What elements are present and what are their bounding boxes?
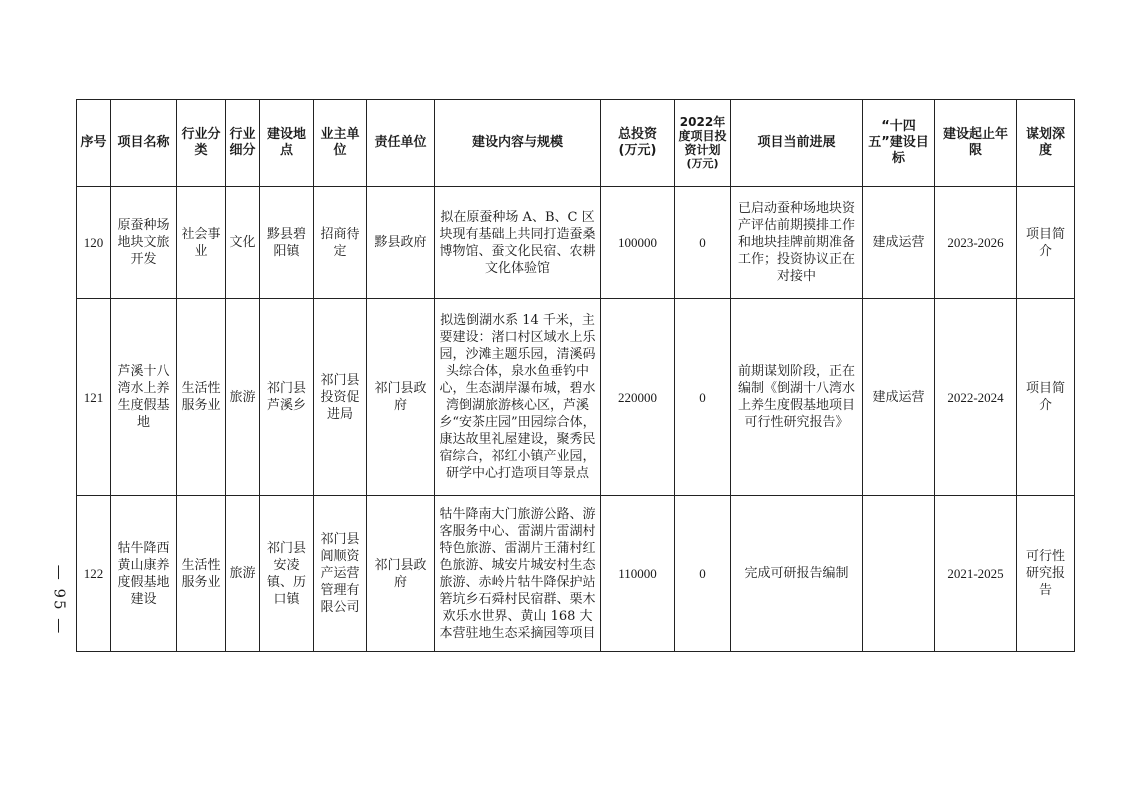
cell-industry: 社会事业 — [177, 187, 226, 299]
cell-total-investment: 110000 — [601, 496, 675, 652]
cell-responsible: 祁门县政府 — [367, 299, 435, 496]
cell-owner: 祁门县阊顺资产运营管理有限公司 — [314, 496, 367, 652]
cell-plan-2022: 0 — [675, 299, 731, 496]
cell-progress: 前期谋划阶段，正在编制《倒湖十八湾水上养生度假基地项目可行性研究报告》 — [731, 299, 863, 496]
header-plan-2022-label: 2022年度项目投资计划 — [678, 115, 727, 157]
cell-seq: 122 — [77, 496, 111, 652]
cell-owner: 祁门县投资促进局 — [314, 299, 367, 496]
cell-goal: 建成运营 — [863, 299, 935, 496]
header-seq: 序号 — [77, 100, 111, 187]
cell-plan-2022: 0 — [675, 496, 731, 652]
cell-goal — [863, 496, 935, 652]
header-total-investment-unit: (万元) — [618, 143, 657, 158]
header-depth: 谋划深度 — [1017, 100, 1075, 187]
header-progress: 项目当前进展 — [731, 100, 863, 187]
header-goal: “十四五”建设目标 — [863, 100, 935, 187]
cell-owner: 招商待定 — [314, 187, 367, 299]
header-responsible: 责任单位 — [367, 100, 435, 187]
header-content: 建设内容与规模 — [435, 100, 601, 187]
cell-content: 拟选倒湖水系 14 千米，主要建设：渚口村区域水上乐园，沙滩主题乐园，清溪码头综合体，泉水鱼垂钓中 心，生态湖岸瀑布城，碧水湾倒湖旅游核心区，芦溪乡“安茶庄园”田园综合体，康达故里礼屋建设，聚秀民宿综合，祁红小镇产业园，研学中心打造项目等景点 — [435, 299, 601, 496]
header-total-investment-label: 总投资 — [617, 127, 657, 142]
header-row — [77, 100, 1075, 187]
cell-industry: 生活性服务业 — [177, 496, 226, 652]
cell-seq: 121 — [77, 299, 111, 496]
header-subcategory: 行业细分 — [226, 100, 260, 187]
cell-subcategory: 旅游 — [226, 496, 260, 652]
cell-responsible: 黟县政府 — [367, 187, 435, 299]
cell-depth: 可行性研究报告 — [1017, 496, 1075, 652]
cell-name: 牯牛降西黄山康养度假基地建设 — [111, 496, 177, 652]
cell-content: 牯牛降南大门旅游公路、游客服务中心、雷湖片雷湖村特色旅游、雷湖片王蒲村红色旅游、城安片城安村生态旅游、赤岭片牯牛降保护站箬坑乡石舜村民宿群、栗木欢乐水世界、黄山 168 大本营驻地生态采摘园等项目 — [435, 496, 601, 652]
header-industry: 行业分类 — [177, 100, 226, 187]
header-plan-2022-unit: (万元) — [686, 157, 719, 170]
cell-responsible: 祁门县政府 — [367, 496, 435, 652]
table-row — [77, 187, 1075, 299]
header-location: 建设地点 — [260, 100, 314, 187]
cell-subcategory: 文化 — [226, 187, 260, 299]
cell-depth: 项目简介 — [1017, 299, 1075, 496]
page-number-text: — 95 — — [50, 564, 68, 636]
header-plan-2022 — [675, 100, 731, 187]
cell-location: 祁门县芦溪乡 — [260, 299, 314, 496]
cell-period: 2021-2025 — [935, 496, 1017, 652]
cell-depth: 项目简介 — [1017, 187, 1075, 299]
project-table — [76, 99, 1075, 652]
cell-goal: 建成运营 — [863, 187, 935, 299]
cell-location: 祁门县安凌镇、历口镇 — [260, 496, 314, 652]
cell-progress: 已启动蚕种场地块资产评估前期摸排工作和地块挂牌前期准备工作；投资协议正在对接中 — [731, 187, 863, 299]
cell-period: 2022-2024 — [935, 299, 1017, 496]
page-number — [46, 560, 72, 640]
cell-total-investment: 100000 — [601, 187, 675, 299]
table-row — [77, 496, 1075, 652]
header-total-investment — [601, 100, 675, 187]
cell-seq: 120 — [77, 187, 111, 299]
cell-name: 原蚕种场地块文旅开发 — [111, 187, 177, 299]
header-name: 项目名称 — [111, 100, 177, 187]
cell-industry: 生活性服务业 — [177, 299, 226, 496]
header-period: 建设起止年限 — [935, 100, 1017, 187]
cell-period: 2023-2026 — [935, 187, 1017, 299]
cell-location: 黟县碧阳镇 — [260, 187, 314, 299]
cell-plan-2022: 0 — [675, 187, 731, 299]
cell-name: 芦溪十八湾水上养生度假基地 — [111, 299, 177, 496]
cell-subcategory: 旅游 — [226, 299, 260, 496]
header-owner: 业主单位 — [314, 100, 367, 187]
cell-progress: 完成可研报告编制 — [731, 496, 863, 652]
cell-total-investment: 220000 — [601, 299, 675, 496]
cell-content: 拟在原蚕种场 A、B、C 区块现有基础上共同打造蚕桑博物馆、蚕文化民宿、农耕文化体验馆 — [435, 187, 601, 299]
table-row — [77, 299, 1075, 496]
